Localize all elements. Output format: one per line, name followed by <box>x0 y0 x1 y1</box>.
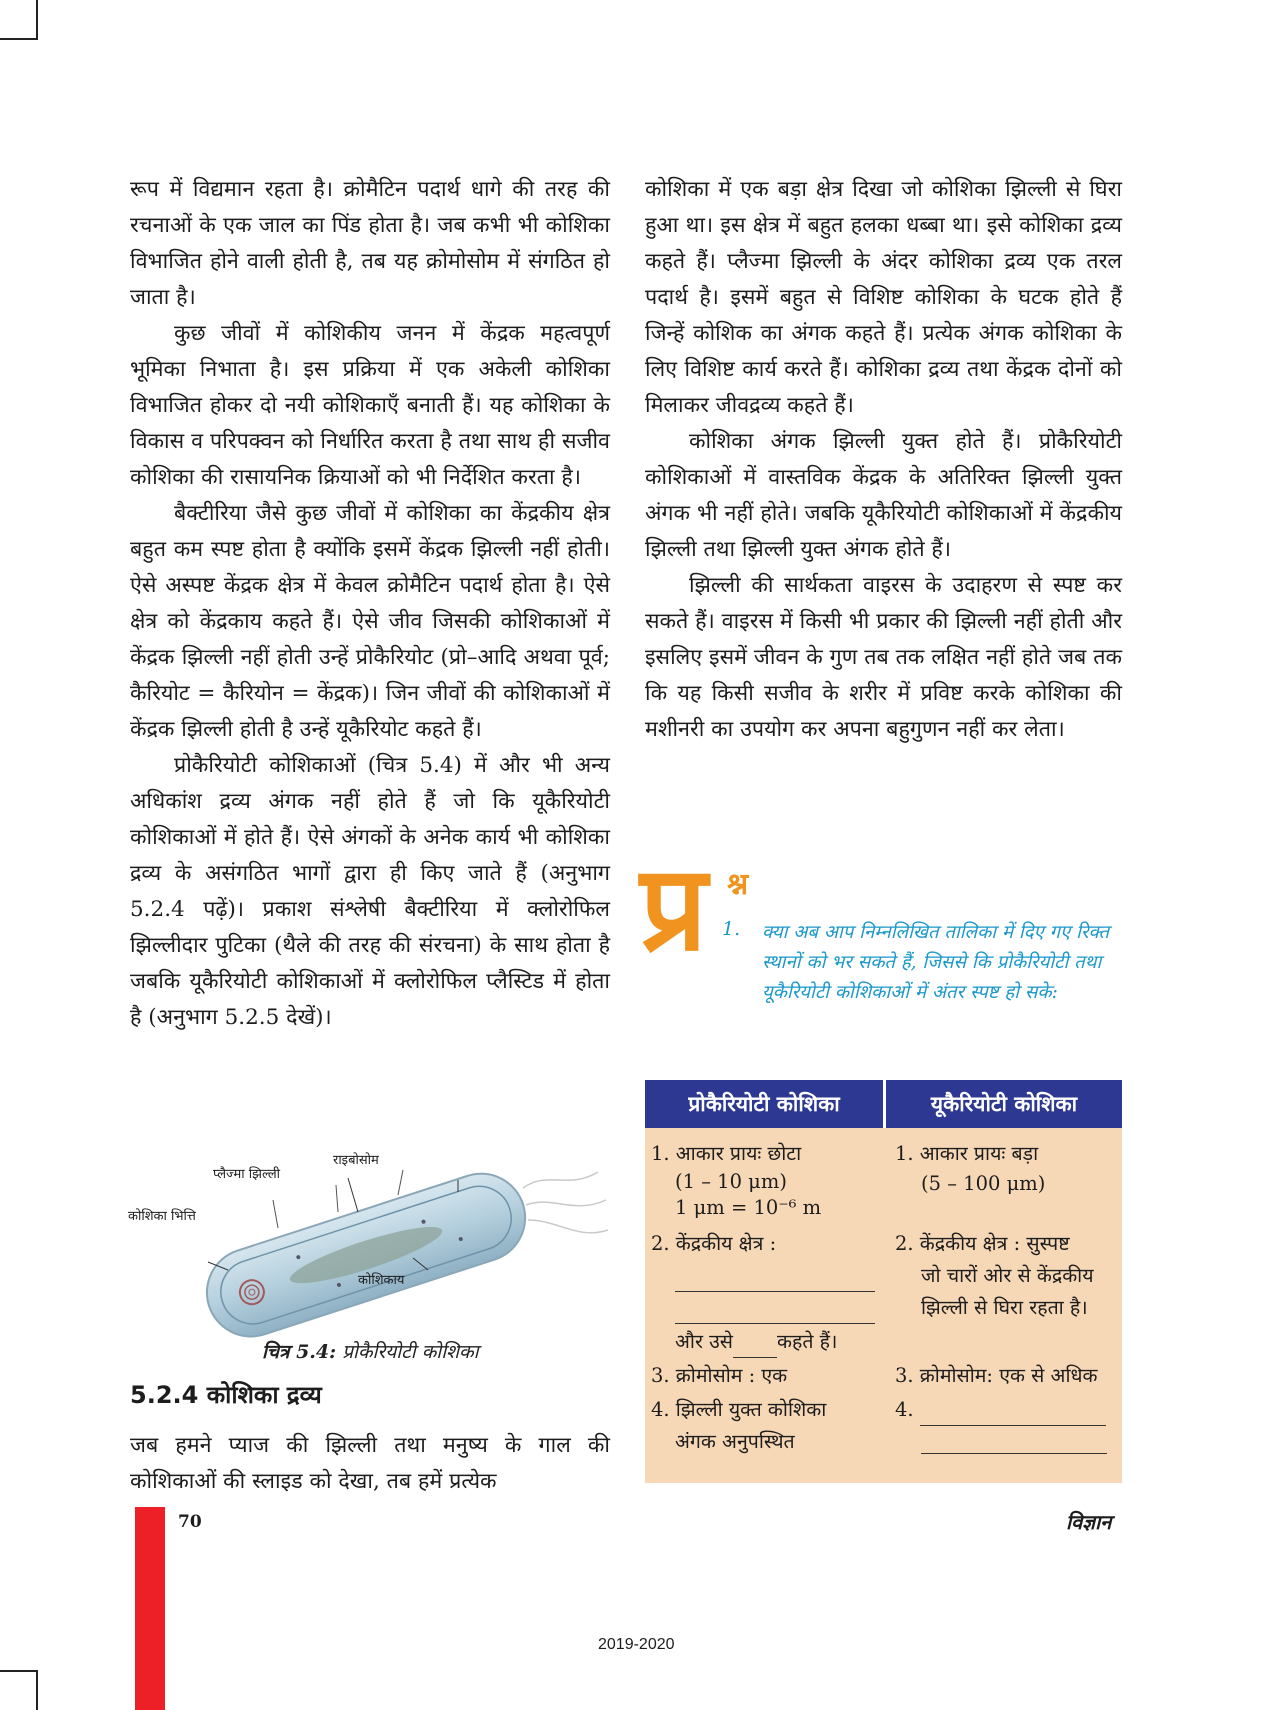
question-number: 1. <box>722 918 741 940</box>
page-number: 70 <box>178 1512 202 1532</box>
section-number: 5.2.4 <box>130 1381 199 1409</box>
section-title: कोशिका द्रव्य <box>206 1381 322 1409</box>
crop-mark-bottom-left-v <box>36 1670 38 1710</box>
left-row-2-fill-suffix: कहते हैं। <box>777 1330 838 1353</box>
right-row-2c: झिल्ली से घिरा रहता है। <box>921 1296 1088 1319</box>
left-row-1c: 1 μm = 10⁻⁶ m <box>675 1196 822 1219</box>
left-row-1b: (1 – 10 μm) <box>675 1170 787 1193</box>
edition-year: 2019-2020 <box>598 1636 675 1653</box>
right-row-3: 3. क्रोमोसोम: एक से अधिक <box>895 1364 1098 1387</box>
figure-caption-text: प्रोकैरियोटी कोशिका <box>336 1341 479 1363</box>
left-paragraph-3: बैक्टीरिया जैसे कुछ जीवों में कोशिका का केंद्रकीय क्षेत्र बहुत कम स्पष्ट होता है क्योंकि इसमें केंद्रक झिल्ली नहीं होती। ऐसे अस्पष्ट केंद्रक क्षेत्र में केवल क्रोमैटिन पदार्थ होता है। ऐसे क्षेत्र को केंद्रकाय कहते हैं। ऐसे जीव जिसकी कोशिकाओं में केंद्रक झिल्ली नहीं होती उन्हें प्रोकैरियोट (प्रो–आदि अथवा पूर्व; कैरियोट = कैरियोन = केंद्रक)। जिन जीवों की कोशिकाओं में केंद्रक झिल्ली होती है उन्हें यूकैरियोट कहते हैं। <box>130 501 610 742</box>
section-heading <box>130 1378 322 1411</box>
question-text <box>762 918 1124 1008</box>
right-column <box>645 172 1122 748</box>
left-row-2-blank-2 <box>675 1292 875 1324</box>
left-paragraph-2: कुछ जीवों में कोशिकीय जनन में केंद्रक महत्वपूर्ण भूमिका निभाता है। इस प्रक्रिया में एक अकेली कोशिका विभाजित होकर दो नयी कोशिकाएँ बनाती हैं। यह कोशिका के विकास व परिपक्वन को निर्धारित करता है तथा साथ ही सजीव कोशिका की रासायनिक क्रियाओं को भी निर्देशित करता है। <box>130 321 610 490</box>
question-big-letter: प्र <box>640 839 708 977</box>
crop-mark-top-left-h <box>0 38 38 40</box>
left-row-2-fill-prefix: और उसे <box>675 1330 733 1353</box>
left-column <box>130 172 610 1036</box>
right-row-4-blank <box>921 1422 1107 1454</box>
right-paragraph-3: झिल्ली की सार्थकता वाइरस के उदाहरण से स्पष्ट कर सकते हैं। वाइरस में किसी भी प्रकार की झिल्ली नहीं होती और इसलिए इसमें जीवन के गुण तब तक लक्षित नहीं होते जब तक कि यह किसी सजीव के शरीर में प्रविष्ट करके कोशिका की मशीनरी का उपयोग कर अपना बहुगुणन नहीं कर लेता। <box>645 573 1122 742</box>
prokaryotic-cell-figure <box>128 1150 610 1360</box>
left-row-4a: 4. झिल्ली युक्त कोशिका <box>651 1398 827 1421</box>
left-row-2-fill <box>675 1326 837 1358</box>
left-row-1a: 1. आकार प्रायः छोटा <box>651 1142 802 1165</box>
right-row-1b: (5 – 100 μm) <box>921 1172 1046 1195</box>
left-row-2-blank-1 <box>675 1260 875 1292</box>
left-paragraph-4: प्रोकैरियोटी कोशिकाओं (चित्र 5.4) में और भी अन्य अधिकांश द्रव्य अंगक नहीं होते हैं जो कि यूकैरियोटी कोशिकाओं में होते हैं। ऐसे अंगकों के अनेक कार्य भी कोशिका द्रव्य के असंगठित भागों द्वारा ही किए जाते हैं (अनुभाग 5.2.4 पढ़ें)। प्रकाश संश्लेषी बैक्टीरिया में क्लोरोफिल झिल्लीदार पुटिका (थैले की तरह की संरचना) के साथ होता है जबकि यूकैरियोटी कोशिकाओं में क्लोरोफिल प्लैस्टिड में होता है (अनुभाग 5.2.5 देखें)। <box>130 753 610 1030</box>
right-row-2a: 2. केंद्रकीय क्षेत्र : सुस्पष्ट <box>895 1232 1070 1255</box>
comparison-table <box>645 1080 1122 1483</box>
subject-name: विज्ञान <box>1066 1510 1112 1534</box>
right-paragraph-2: कोशिका अंगक झिल्ली युक्त होते हैं। प्रोकैरियोटी कोशिकाओं में वास्तविक केंद्रक के अतिरिक्त झिल्ली युक्त अंगक भी नहीं होते। जबकि यूकैरियोटी कोशिकाओं में केंद्रकीय झिल्ली तथा झिल्ली युक्त अंगक होते हैं। <box>645 429 1122 562</box>
crop-mark-top-left-v <box>36 0 38 40</box>
right-row-2b: जो चारों ओर से केंद्रकीय <box>921 1264 1094 1287</box>
label-ribosome: राइबोसोम <box>333 1153 379 1168</box>
left-row-3: 3. क्रोमोसोम : एक <box>651 1364 788 1387</box>
section-paragraph: जब हमने प्याज की झिल्ली तथा मनुष्य के गाल की कोशिकाओं की स्लाइड को देखा, तब हमें प्रत्येक <box>130 1433 610 1494</box>
left-row-4b: अंगक अनुपस्थित <box>675 1430 795 1453</box>
question-heading-rest: श्न <box>727 867 749 902</box>
right-row-4-number: 4. <box>895 1398 914 1421</box>
left-paragraph-1: रूप में विद्यमान रहता है। क्रोमैटिन पदार्थ धागे की तरह की रचनाओं के एक जाल का पिंड होता है। जब कभी भी कोशिका विभाजित होने वाली होती है, तब यह क्रोमोसोम में संगठित हो जाता है। <box>130 177 610 310</box>
figure-caption <box>262 1338 479 1364</box>
footer-red-bar <box>135 1507 165 1710</box>
right-paragraph-1: कोशिका में एक बड़ा क्षेत्र दिखा जो कोशिका झिल्ली से घिरा हुआ था। इस क्षेत्र में बहुत हलका धब्बा था। इसे कोशिका द्रव्य कहते हैं। प्लैज्मा झिल्ली के अंदर कोशिका द्रव्य एक तरल पदार्थ है। इसमें बहुत से विशिष्ट कोशिका के घटक होते हैं जिन्हें कोशिक का अंगक कहते हैं। प्रत्येक अंगक कोशिका के लिए विशिष्ट कार्य करते हैं। कोशिका द्रव्य तथा केंद्रक दोनों को मिलाकर जीवद्रव्य कहते हैं। <box>645 177 1122 418</box>
crop-mark-bottom-left-h <box>0 1670 38 1672</box>
question-text-content: क्या अब आप निम्नलिखित तालिका में दिए गए रिक्त स्थानों को भर सकते हैं, जिससे कि प्रोकैरियोटी तथा यूकैरियोटी कोशिकाओं में अंतर स्पष्ट हो सके: <box>762 922 1109 1003</box>
left-row-2: 2. केंद्रकीय क्षेत्र : <box>651 1232 777 1255</box>
figure-caption-number: चित्र 5.4: <box>262 1341 337 1363</box>
table-header-prokaryotic: प्रोकैरियोटी कोशिका <box>645 1080 883 1128</box>
right-row-1a: 1. आकार प्रायः बड़ा <box>895 1142 1039 1165</box>
label-nucleoid: कोशिकाय <box>358 1273 405 1288</box>
prokaryotic-cell-illustration <box>128 1150 610 1340</box>
label-cell-wall: कोशिका भित्ति <box>128 1209 196 1224</box>
table-header-eukaryotic: यूकैरियोटी कोशिका <box>886 1080 1122 1128</box>
label-plasma-membrane: प्लैज्मा झिल्ली <box>213 1167 281 1182</box>
